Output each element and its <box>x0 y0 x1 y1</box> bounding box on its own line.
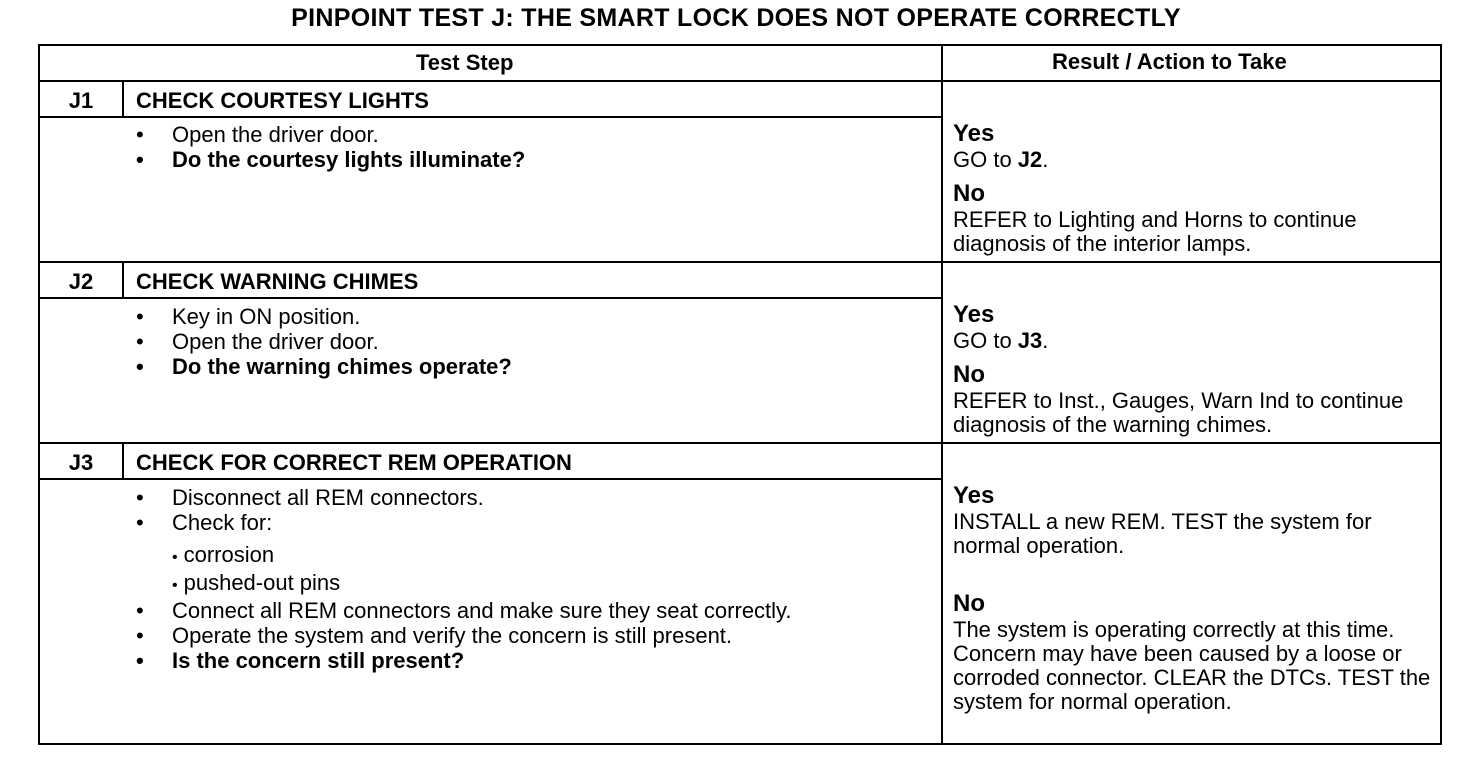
step-title-divider <box>40 478 942 480</box>
step-result <box>953 482 1439 714</box>
step-result <box>953 120 1437 256</box>
id-divider <box>122 80 124 118</box>
header-divider <box>40 80 1440 82</box>
page-title: PINPOINT TEST J: THE SMART LOCK DOES NOT OPERATE CORRECTLY <box>291 4 1181 32</box>
no-action: The system is operating correctly at this time. Concern may have been caused by a loose or corroded connector. CLEAR the DTCs. TEST the system for normal operation. <box>953 617 1431 714</box>
header-result: Result / Action to Take <box>1052 49 1287 74</box>
step-id: J1 <box>68 88 94 113</box>
yes-action: GO to J2. <box>953 147 1049 172</box>
step-bullets <box>136 304 512 379</box>
step-id: J3 <box>68 450 94 475</box>
step-id: J2 <box>68 269 94 294</box>
list-item: • Disconnect all REM connectors. <box>136 485 792 510</box>
no-label: No <box>953 180 985 207</box>
step-title: CHECK FOR CORRECT REM OPERATION <box>136 450 572 475</box>
step-bullets <box>136 485 792 673</box>
yes-label: Yes <box>953 120 995 147</box>
no-action: REFER to Lighting and Horns to continue diagnosis of the interior lamps. <box>953 207 1357 256</box>
pinpoint-test-table <box>38 44 1442 745</box>
yes-action: GO to J3. <box>953 328 1049 353</box>
list-item: • Do the warning chimes operate? <box>136 354 512 379</box>
step-result <box>953 301 1437 437</box>
step-title-divider <box>40 116 942 118</box>
no-label: No <box>953 590 985 617</box>
list-item: • Do the courtesy lights illuminate? <box>136 147 525 172</box>
no-action: REFER to Inst., Gauges, Warn Ind to continue diagnosis of the warning chimes. <box>953 388 1404 437</box>
column-divider <box>941 46 943 743</box>
step-title: CHECK COURTESY LIGHTS <box>136 88 429 113</box>
id-divider <box>122 261 124 299</box>
list-item: • Open the driver door. <box>136 329 512 354</box>
step-title: CHECK WARNING CHIMES <box>136 269 419 294</box>
list-item: • Is the concern still present? <box>136 648 792 673</box>
step-divider <box>40 261 1440 263</box>
yes-label: Yes <box>953 301 995 328</box>
yes-label: Yes <box>953 482 995 509</box>
sub-list-item: • corrosion <box>172 542 275 567</box>
step-title-divider <box>40 297 942 299</box>
sub-list <box>136 542 792 598</box>
step-divider <box>40 442 1440 444</box>
list-item: • Check for: <box>136 510 792 535</box>
no-label: No <box>953 361 985 388</box>
header-test-step: Test Step <box>416 50 514 75</box>
list-item: • Open the driver door. <box>136 122 525 147</box>
list-item: • Connect all REM connectors and make sure they seat correctly. <box>136 598 792 623</box>
list-item: • Key in ON position. <box>136 304 512 329</box>
step-bullets <box>136 122 525 172</box>
yes-action: INSTALL a new REM. TEST the system for normal operation. <box>953 509 1372 558</box>
sub-list-item: • pushed-out pins <box>172 570 341 595</box>
list-item: • Operate the system and verify the concern is still present. <box>136 623 792 648</box>
id-divider <box>122 442 124 480</box>
